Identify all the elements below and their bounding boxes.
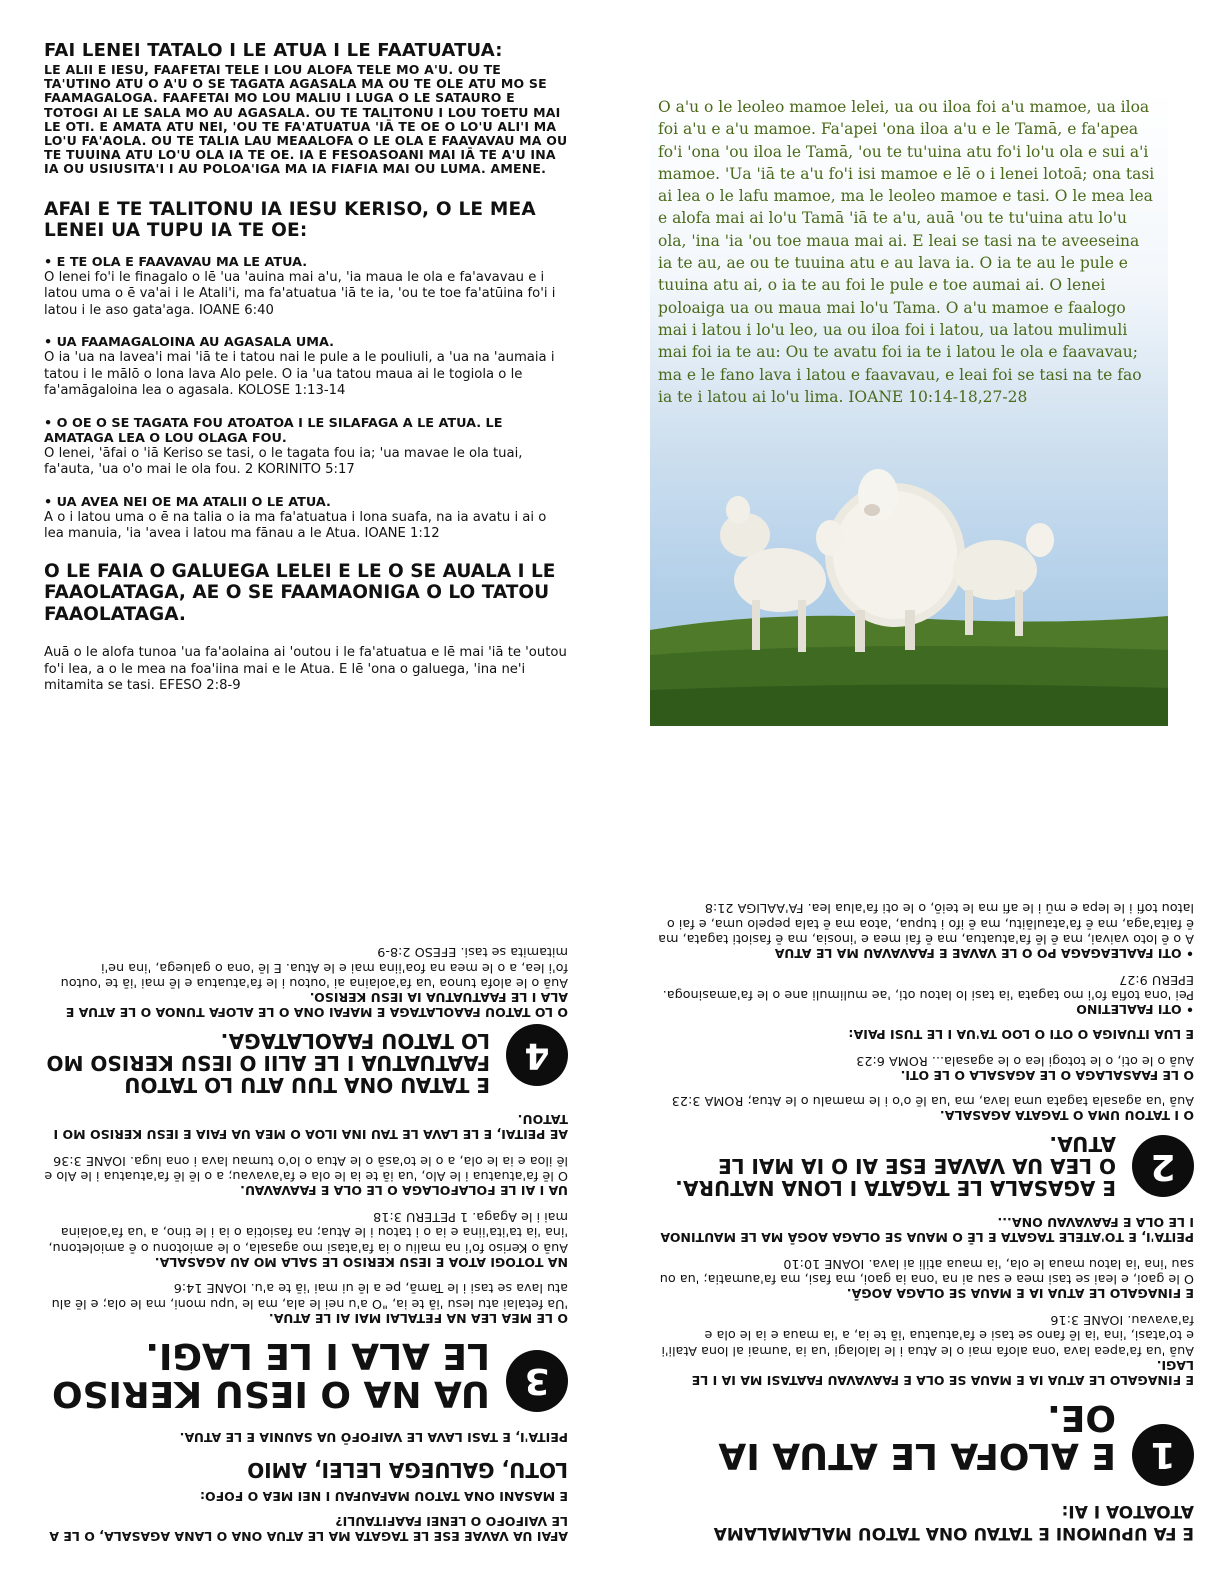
believe-item-text: O lenei, 'āfai o 'iā Keriso se tasi, o le tagata fou ia; 'ua mavae le ola tuai, fa'auta, 'ua o'o mai le ola fou. 2 KORINITO 5:17 <box>44 445 523 478</box>
step-3-sub: AE PEITAI, E LE LAVA LE TAU INA ILOA O MEA UA FAIA E IESU KERISO MO I TATOU. <box>53 1112 568 1143</box>
believe-item-text: O ia 'ua na lavea'i mai 'iā te i tatou nai le pule a le pouliuli, a 'ua na 'aumaia i tatou i le mālō o lona lava Alo pele. O ia 'ua tatou maua ai le togiola o le fa'amāgaloina lea o agasala. KOLOSE 1:13-14 <box>44 350 555 399</box>
believe-heading: AFAI E TE TALITONU IA IESU KERISO, O LE MEA LENEI UA TUPU IA TE OE: <box>44 198 536 241</box>
step-number: 1 <box>1132 1424 1194 1486</box>
believe-item-text: A o i latou uma o ē na talia o ia ma fa'atuatua i lona suafa, na ia avatu i ai o lea manuia, 'ia 'avea i latou ma fānau a le Atua. IOANE 1:12 <box>44 509 547 542</box>
step-3-sub: UA I AI LE FOLAFOLAGA O LE OLA E FAAVAVAU. <box>240 1183 568 1199</box>
step-2-sub: E LUA ITUAIGA O OTI O LOO TA'UA I LE TUSI PAIA: <box>848 1027 1194 1043</box>
step-title: E ALOFA LE ATUA IA OE. <box>718 1397 1116 1476</box>
step-3-text: Auā o Keriso fo'i na maliu o ia fa'atasi mo agasala, o le amiotonu o ē amioletonu, 'ina 'ia ta'ita'iina e ia o i tatou i le Atua; na fasiotia o ia i le tino, a 'ua fa'aolaina mai i le Agaga. 1 PETERU 3:18 <box>48 1209 568 1255</box>
steps-3-4-panel <box>0 792 612 1584</box>
scripture-text: O a'u o le leoleo mamoe lelei, ua ou iloa foi a'u mamoe, ua iloa foi a'u e a'u mamoe. Fa'apei 'ona iloa a'u e le Tamā, e fa'apea fo'i 'ona 'ou iloa le Tamā, 'ou te tu'uina atu fo'i lo'u ola e sui a'i mamoe. 'Ua 'iā te a'u fo'i isi mamoe e lē o i lenei lotoā; ona tasi ai lea o le lafu mamoe, ma le leoleo mamoe e tasi. O le mea lea e alofa mai ai lo'u Tamā 'iā te a'u, auā 'ou te tu'uina atu lo'u ola, 'ina 'ia 'ou toe maua mai ai. E leai se tasi na te aveeseina ia te au, ae ou te tuuina atu e au lava ia. O ia te au le pule e tuuina atu ai, o ia te au foi le pule e toe aumai ai. O lenei poloaiga ua ou maua mai lo'u Tama. O a'u mamoe e faalogo mai i latou i lo'u leo, ua ou iloa foi i latou, ua latou mulimuli mai foi ia te au: Ou te avatu foi ia te i latou le ola e faavavau; ma e le fano lava i latou e faavavau, e leai foi se tasi na te fao ia te i latou ai lo'u lima. IOANE 10:14-18,27-28 <box>658 98 1155 406</box>
step-2-sub: • OTI FAALETINO <box>1076 1002 1194 1018</box>
step-2-text: A o ē loto vaivai, ma ē lē fa'atuatua, ma ē fai mea e 'inosia, ma ē fasioti tagata, ma ē faita'aga, ma ē fa'ataulāitu, ma ē ifo i tupua, 'atoa ma ē tala pepelo uma, e fai o latou tofi i le lepa e mū i le afi ma le teiō, o le oti fa'alua lea. FA'AALIGA 21:8 <box>658 900 1194 947</box>
sheep-image <box>650 440 1168 726</box>
step-1-text: O le gaoi, e leai se tasi mea e sau ai na 'ona ia gaoi, ma fasi, ma fa'aumatia; 'ua ou sau 'ina 'ia latou maua le ola, 'ia maua atili ai lava. IOANE 10:10 <box>659 1256 1194 1287</box>
truths-intro: E FA UPUMONI E TATAU ONA TATOU MALAMALAMA ATOATOA I AI: <box>713 1501 1194 1543</box>
step-1-sub: E FINAGALO LE ATUA IA E MAUA SE OLA E FAAVAVAU FAATASI MA IA I LE LAGI. <box>691 1358 1194 1388</box>
believe-item <box>44 495 570 543</box>
step-3-sub: NA TOTOGI ATOA E IESU KERISO LE SALA MO AU AGASALA. <box>154 1255 568 1270</box>
step-1-sub: E FINAGALO LE ATUA IA E MAUA SE OLAGA AOGĀ. <box>846 1286 1194 1302</box>
step-2-sub: O LE FAASALAGA O LE AGASALA O LE OTI. <box>900 1068 1194 1083</box>
prayer-panel <box>0 0 612 792</box>
prayer-body: LE ALII E IESU, FAAFETAI TELE I LOU ALOFA TELE MO A'U. OU TE TA'UTINO ATU O A'U O SE TAGATA AGASALA MA OU TE OLE ATU MO SE FAAMAGALOGA. FAAFETAI MO LOU MALIU I LUGA O LE SATAURO E TOTOGI AI LE SALA MO AU AGASALA. OU TE TALITONU I LOU TOETU MAI LE OTI. E AMATA ATU NEI, 'OU TE FA'ATUATUA 'IĀ TE OE O LO'U ALI'I MA LO'U FA'AOLA. OU TE TALIA LAU MEAALOFA O LE OLA E FAAVAVAU MA OU TE TUUINA ATU LO'U OLA IA TE OE. IA E FESOASOANI MAI IĀ TE A'U INA IA OU USIUSITA'I I AU POLOA'IGA MA IA FIAFIA MAI OU LUMA. AMENE. <box>44 62 568 177</box>
solution-intro: AFAI UA VAVAE ESE LE TAGATA MA LE ATUA ONA O LANA AGASALA, O LE A LE VAIFOFO O LENEI FAAFITAULI? <box>49 1514 568 1544</box>
solution-intro-2: PEITA'I, E TASI LAVA LE VAIFOFŌ UA SAUNIA E LE ATUA. <box>179 1430 568 1445</box>
believe-item-title: • O OE O SE TAGATA FOU ATOATOA I LE SILAFAGA A LE ATUA. LE AMATAGA LEA O LOU OLAGA FOU. <box>44 415 503 446</box>
prayer-title: FAI LENEI TATALO I LE ATUA I LE FAATUATUA: <box>44 40 503 61</box>
steps-1-2-panel <box>612 792 1224 1584</box>
believe-item <box>44 255 570 320</box>
step-number: 4 <box>506 1025 568 1087</box>
step-title: E AGASALA LE TAGATA I LONA NATURA. O LEA UA VAVAE ESE AI O IA MAI LE ATUA. <box>675 1132 1116 1201</box>
believe-item-title: • UA AVEA NEI OE MA ATALII O LE ATUA. <box>44 494 331 510</box>
step-2-text: Auā 'ua agasala tagata uma lava, ma 'ua lē o'o i le mamalu o le Atua; ROMA 3:23 <box>671 1093 1194 1109</box>
believe-item <box>44 416 570 479</box>
step-1 <box>654 1398 1194 1486</box>
solution-sub: E MASANI ONA TATOU MAFAUFAU I NEI MEA O FOFO: <box>199 1489 568 1504</box>
step-3 <box>42 1336 568 1412</box>
step-2 <box>654 1134 1194 1200</box>
believe-item-text: O lenei fo'i le finagalo o lē 'ua 'auina mai a'u, 'ia maua le ola e fa'avavau e i latou uma o ē va'ai i le Atali'i, ma fa'atuatua 'iā te ia, 'ou te toe fa'atūina fo'i i latou i le aso gata'aga. IOANE 6:40 <box>44 269 556 318</box>
step-1-text: Auā 'ua fa'apea lava 'ona alofa mai o le Atua i le lalolagi 'ua ia 'aumai al lona Atali'i e to'atasi, 'ina 'ia lē fano se tasi e fa'atuatua 'iā te ia, a 'ia maua e ia le ola e fa'avavau. IOANE 3:16 <box>661 1312 1194 1358</box>
believe-item-title: • E TE OLA E FAAVAVAU MA LE ATUA. <box>44 254 308 270</box>
believe-item <box>44 335 570 400</box>
works-heading: O LE FAIA O GALUEGA LELEI E LE O SE AUALA I LE FAAOLATAGA, AE O SE FAAMAONIGA O LO TATOU FAAOLATAGA. <box>44 560 556 625</box>
step-number: 2 <box>1132 1136 1194 1198</box>
step-3-text: O lē fa'atuatua i le Alo, 'ua iā te ia le ola e fa'avavau; a o lē lē fa'atuatua i le Alo e lē iloa e ia le ola, a o le to'asā o le Atua o lo'o tumau lava i ona luga. IOANE 3:36 <box>44 1153 568 1184</box>
scripture-panel <box>612 0 1224 792</box>
step-2-text: Auā o le oti, o le totogi lea o le agasala... ROMA 6:23 <box>856 1053 1194 1068</box>
believe-item-title: • UA FAAMAGALOINA AU AGASALA UMA. <box>44 335 334 351</box>
alternatives-title: LOTU, GALUEGA LELEI, AMIO <box>247 1458 568 1482</box>
step-4-text: Auā o le alofa tunoa 'ua fa'aolaina ai 'outou i le fa'atuatua e lē mai 'iā te 'outou fo'i lea, a o le mea na foa'iina mai e le Atua. E lē 'ona o galuega, 'ina ne'i mitamita se tasi. EFESO 2:8-9 <box>60 944 568 991</box>
step-number: 3 <box>506 1350 568 1412</box>
step-4-sub: O LO TATOU FAAOLATAGA E MAFAI ONA O LE ALOFA TUNOA O LE ATUA E ALA I LE FAATUATUA IA IESU KERISO. <box>65 990 568 1021</box>
step-4 <box>42 1031 568 1097</box>
step-2-text: Pei 'ona tofia fo'i mo tagata 'ia tasi lo latou oti, 'ae mulimuli ane o le fa'amasinoga. EPERU 9:27 <box>662 972 1194 1003</box>
step-title: UA NA O IESU KERISO LE ALA I LE LAGI. <box>52 1335 490 1414</box>
step-2-sub: O I TATOU UMA O TAGATA AGASALA. <box>939 1108 1194 1124</box>
step-2-sub: • OTI FAALEAGAGA PO O LE VAVAE E FAAVAVAU MA LE ATUA <box>774 946 1194 962</box>
step-title: E TATAU ONA TUU ATU LO TATOU FAATUATUA I LE ALII O IESU KERISO MO LO TATOU FAAOLATAGA. <box>46 1029 490 1098</box>
step-3-sub: O LE MEA LEA NA FETALAI MAI AI LE ATUA. <box>268 1311 568 1326</box>
works-text: Auā o le alofa tunoa 'ua fa'aolaina ai 'outou i le fa'atuatua e lē mai 'iā te 'outou fo'i lea, a o le mea na foa'iina mai e le Atua. E lē 'ona o galuega, 'ina ne'i mitamita se tasi. EFESO 2:8-9 <box>44 645 567 694</box>
step-3-text: 'Ua fetalai atu Iesu 'iā te ia, "O a'u nei le ala, ma le 'upu moni, ma le ola; e lē alu atu lava se tasi i le Tamā, pe a lē ui mai 'iā te a'u. IOANE 14:6 <box>51 1280 568 1311</box>
step-1-sub: PEITA'I, E TO'ATELE TAGATA E LĒ O MAUA SE OLAGA AOGĀ MA LE MAUTINOA I LE OLA E FAAVAVAU ONA... <box>660 1215 1194 1246</box>
